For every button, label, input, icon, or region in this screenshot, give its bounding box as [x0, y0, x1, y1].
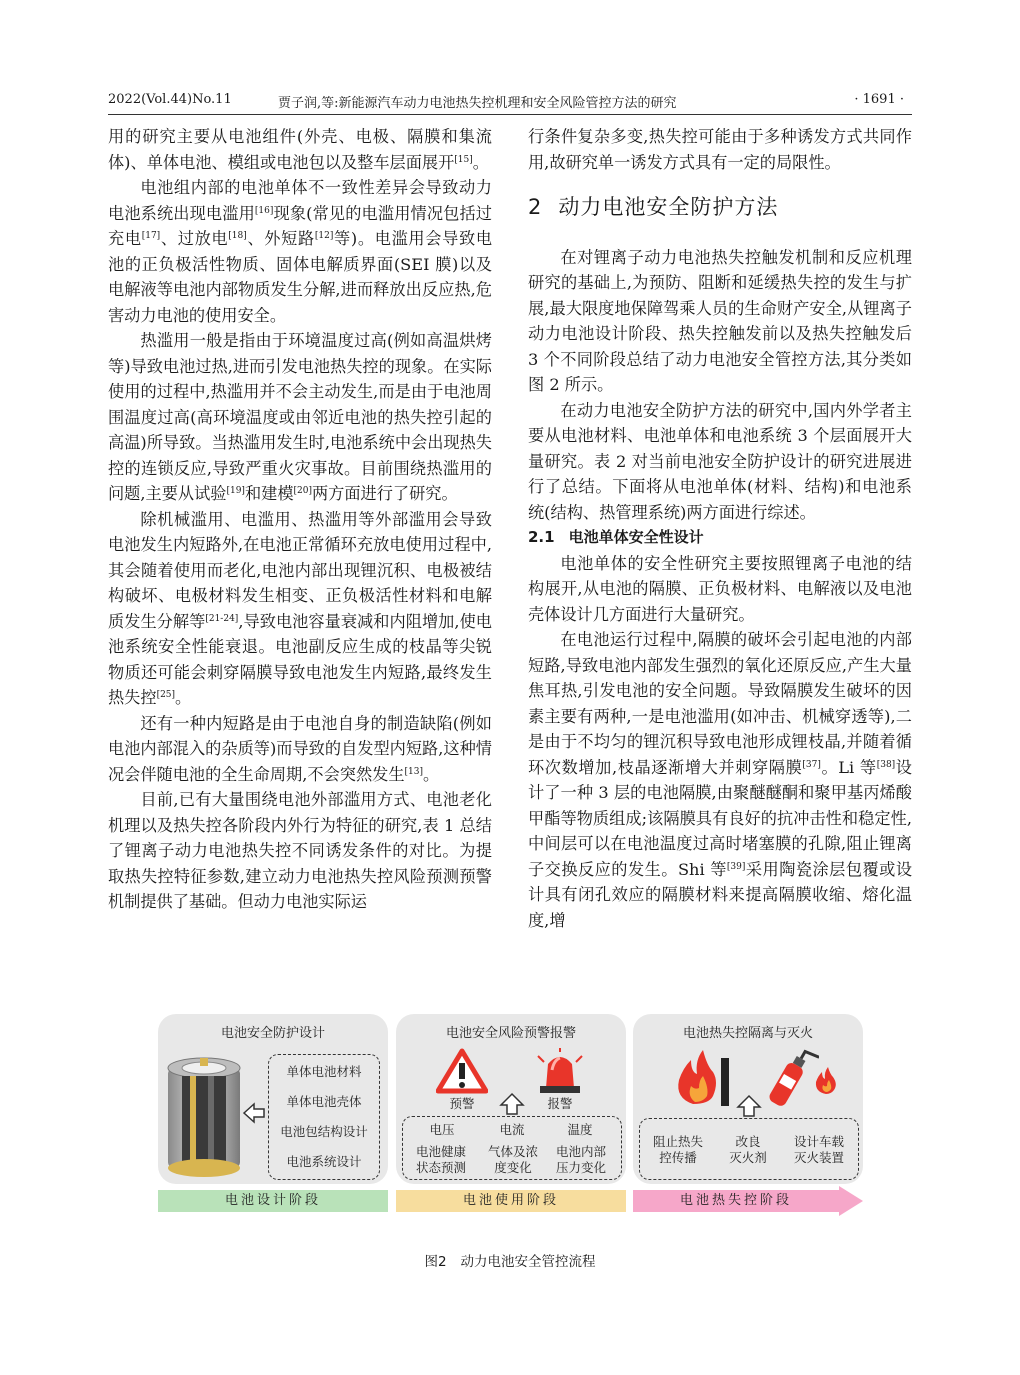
citation-ref: [25]: [156, 690, 176, 700]
figure-title: 动力电池安全管控流程: [460, 1254, 596, 1270]
citation-ref: [15]: [454, 154, 473, 165]
section-number: 2: [528, 195, 543, 219]
design-item-3: 电池包结构设计: [280, 1124, 368, 1139]
citation-ref: [39]: [726, 861, 746, 872]
param-voltage: 电压: [429, 1122, 455, 1137]
panel-warning: [396, 1014, 626, 1184]
body-text: 和建模: [244, 484, 294, 503]
subsection-title: 电池单体安全性设计: [568, 528, 704, 546]
subsection-body: [528, 551, 912, 934]
isolation-item-3: 设计车载 灭火装置: [793, 1134, 844, 1165]
body-text: 两方面进行了研究。: [312, 484, 458, 503]
body-text: 在动力电池安全防护方法的研究中,国内外学者主要从电池材料、电池单体和电池系统 3 个层面展开大量研究。表 2 对当前电池安全防护设计的研究进展进行了总结。下面将从电池单体(材料、结构)和电池系统(结构、热管理系统)两方面进行综述。: [528, 400, 912, 522]
body-text: ,导致电池容量衰减和内阻增加,使电池系统安全性能衰退。电池副反应生成的枝晶等尖锐物质还可能会刺穿隔膜导致电池发生内短路,最终发生热失控: [108, 611, 492, 707]
citation-ref: [17]: [141, 231, 161, 241]
body-text: 。: [175, 688, 192, 707]
figure-caption: [0, 1250, 1020, 1270]
battery-cell-icon: [164, 1054, 248, 1180]
alarm-label: 报警: [547, 1096, 573, 1111]
figure-number: 图2: [424, 1254, 447, 1270]
body-text: 设计了一种 3 层的电池隔膜,由聚醚醚酮和聚甲基丙烯酸甲酯等物质组成;该隔膜具有良好的抗冲击性和稳定性,中间层可以在电池温度过高时堵塞膜的孔隙,阻止锂离子交换反应的发生。Shi 等: [528, 757, 912, 879]
warning-triangle-icon: [436, 1048, 488, 1094]
body-text: 。: [423, 764, 440, 784]
arrow-up-icon: [736, 1094, 762, 1118]
section-paragraph: [528, 398, 912, 526]
stage-usage: 电池使用阶段: [396, 1190, 626, 1212]
body-text: 目前,已有大量围绕电池外部滥用方式、电池老化机理以及热失控各阶段内外行为特征的研究,表 1 总结了锂离子动力电池热失控不同诱发条件的对比。为提取热失控特征参数,建立动力电池热失控风险预测预警机制提供了基础。但动力电池实际运: [108, 790, 492, 911]
arrow-up-icon: [499, 1092, 525, 1116]
citation-ref: [13]: [404, 766, 424, 777]
design-item-1: 单体电池材料: [286, 1064, 362, 1079]
running-title: 贾子润,等:新能源汽车动力电池热失控机理和安全风险管控方法的研究: [278, 96, 677, 111]
right-column: [528, 124, 912, 933]
subsection-paragraph: [528, 551, 912, 628]
stage-thermal-runaway: 电池热失控阶段: [633, 1190, 839, 1212]
fire-wall-icon: [673, 1048, 735, 1108]
body-text: 。Li 等: [820, 757, 877, 777]
section-title: 动力电池安全防护方法: [558, 195, 779, 219]
fire-extinguisher-icon: [763, 1044, 819, 1112]
body-text: 等)。电滥用会导致电池的正负极活性物质、固体电解质界面(SEI 膜)以及电解液等电池内部物质发生分解,进而释放出反应热,危害动力电池的使用安全。: [108, 229, 493, 325]
citation-ref: [18]: [228, 231, 247, 241]
right-intro-paragraph: 行条件复杂多变,热失控可能由于多种诱发方式共同作用,故研究单一诱发方式具有一定的局限性。: [528, 127, 912, 172]
citation-ref: [38]: [876, 759, 896, 770]
citation-ref: [37]: [802, 759, 821, 770]
panel-warning-title: 电池安全风险预警报警: [445, 1026, 576, 1041]
citation-ref: [19]: [226, 486, 245, 496]
body-text: 还有一种内短路是由于电池自身的制造缺陷(例如电池内部混入的杂质等)而导致的自发型内短路,这种情况会伴随电池的全生命周期,不会突然发生: [108, 713, 492, 784]
subsection-number: 2.1: [528, 528, 555, 546]
panel-design-title: 电池安全防护设计: [220, 1026, 325, 1041]
arrow-left-icon: [242, 1102, 266, 1124]
design-item-2: 单体电池壳体: [286, 1094, 362, 1109]
body-text: 。: [472, 152, 489, 172]
design-item-4: 电池系统设计: [286, 1154, 362, 1169]
param-current: 电流: [499, 1122, 525, 1137]
param-temperature: 温度: [567, 1122, 593, 1137]
body-text: 除机械滥用、电滥用、热滥用等外部滥用会导致电池发生内短路外,在电池正常循环充放电使用过程中,其会随着使用而老化,电池内部出现锂沉积、电极被结构破坏、电极材料发生相变、正负极活性材料和电解质发生分解等: [108, 509, 492, 631]
journal-issue: 2022(Vol.44)No.11: [108, 92, 232, 107]
left-paragraph: [108, 711, 492, 788]
left-paragraph: [108, 124, 492, 175]
left-paragraph: [108, 507, 492, 711]
section-body: [528, 245, 912, 526]
left-column: [108, 124, 492, 915]
isolation-item-2: 改良 灭火剂: [729, 1134, 767, 1165]
body-text: 电池组内部的电池单体不一致性差异会导致动力电池系统出现电滥用: [108, 178, 492, 223]
panel-isolation: [633, 1014, 863, 1184]
body-text: 在电池运行过程中,隔膜的破坏会引起电池的内部短路,导致电池内部发生强烈的氧化还原反应,产生大量焦耳热,引发电池的安全问题。导致隔膜发生破坏的因素主要有两种,一是电池滥用(如冲击、机械穿透等),二是由于不均匀的锂沉积导致电池形成锂枝晶,并随着循环次数增加,枝晶逐渐增大并刺穿隔膜: [528, 630, 912, 777]
body-text: 、外短路: [246, 229, 315, 248]
citation-ref: [20]: [293, 486, 312, 496]
small-fire-icon: [813, 1066, 839, 1096]
citation-ref: [12]: [314, 231, 334, 241]
body-text: 用的研究主要从电池组件(外壳、电极、隔膜和集流体)、单体电池、模组或电池包以及整车层面展开: [108, 127, 492, 172]
left-paragraph: [108, 328, 492, 507]
isolation-item-1: 阻止热失 控传播: [652, 1134, 703, 1165]
subsection-heading: [528, 525, 912, 551]
body-text: 电池单体的安全性研究主要按照锂离子电池的结构展开,从电池的隔膜、正负极材料、电解液以及电池壳体设计几方面进行大量研究。: [528, 553, 912, 624]
citation-ref: [16]: [254, 205, 274, 216]
panel-isolation-title: 电池热失控隔离与灭火: [682, 1026, 813, 1041]
left-paragraph: [108, 787, 492, 915]
param-pressure: 电池内部 压力变化: [555, 1144, 606, 1175]
citation-ref: [21-24]: [205, 613, 239, 624]
alarm-siren-icon: [536, 1048, 584, 1094]
body-text: 采用陶瓷涂层包覆或设计具有闭孔效应的隔膜材料来提高隔膜收缩、熔化温度,增: [528, 859, 913, 930]
param-gas: 气体及浓 度变化: [487, 1144, 538, 1175]
param-soh: 电池健康 状态预测: [415, 1144, 466, 1175]
subsection-paragraph: [528, 627, 912, 933]
section-paragraph: [528, 245, 912, 398]
body-text: 现象(常见的电滥用情况包括过充电: [108, 203, 492, 248]
stage-design: 电池设计阶段: [158, 1190, 388, 1212]
body-text: 热滥用一般是指由于环境温度过高(例如高温烘烤等)导致电池过热,进而引发电池热失控的现象。在实际使用的过程中,热滥用并不会主动发生,而是由于电池周围温度过高(高环境温度或由邻近电池的热失控引起的高温)所导致。当热滥用发生时,电池系统中会出现热失控的连锁反应,导致严重火灾事故。目前围绕热滥用的问题,主要从试验: [108, 331, 492, 503]
panel-design: [158, 1014, 388, 1184]
running-header: [108, 90, 912, 115]
left-paragraph: [108, 175, 492, 328]
warn-label: 预警: [449, 1096, 475, 1111]
body-text: 在对锂离子动力电池热失控触发机制和反应机理研究的基础上,为预防、阻断和延缓热失控的发生与扩展,最大限度地保障驾乘人员的生命财产安全,从锂离子动力电池设计阶段、热失控触发前以及热失控触发后 3 个不同阶段总结了动力电池安全管控方法,其分类如图 2 所示。: [528, 247, 912, 394]
page-number: · 1691 ·: [854, 92, 904, 107]
stage-arrow-head: [839, 1186, 863, 1216]
body-text: 、过放电: [160, 229, 229, 248]
figure-2: [158, 1014, 863, 1220]
section-heading: [528, 195, 912, 221]
